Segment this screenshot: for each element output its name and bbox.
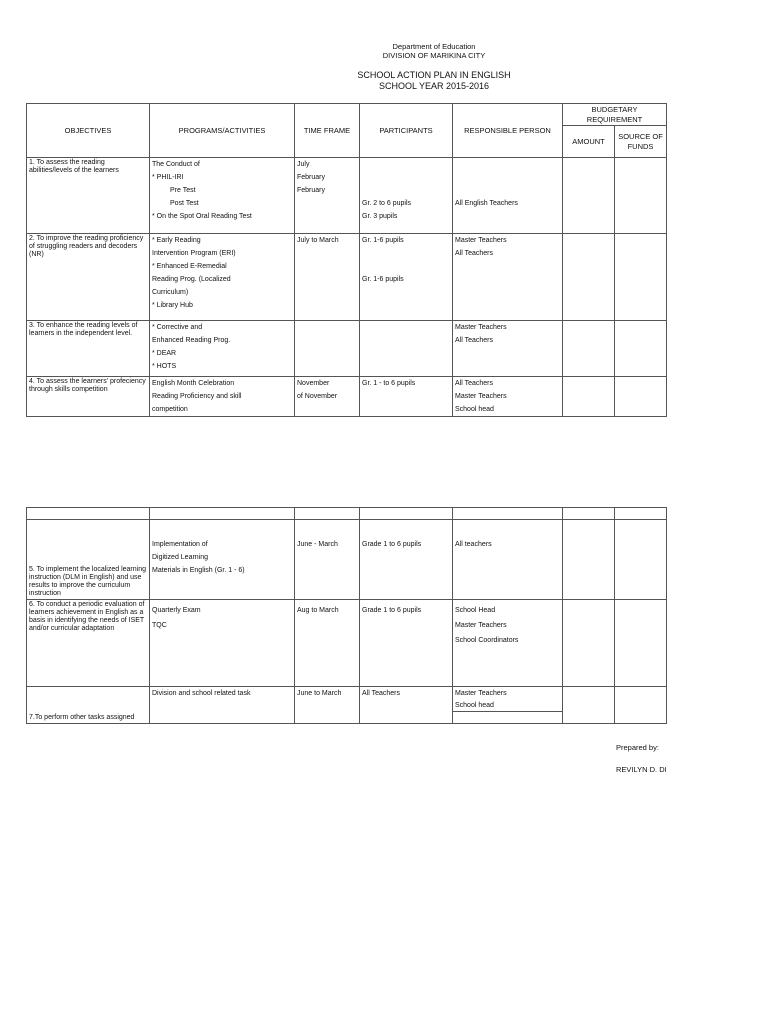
amount-cell [563, 377, 615, 417]
table-row [27, 377, 667, 417]
objective-cell: 5. To implement the localized learning instruction (DLM in English) and use results to improve the curriculum instruction [27, 520, 150, 600]
time-cell: July February February [295, 158, 360, 234]
source-cell [615, 158, 667, 234]
amount-cell [563, 600, 615, 687]
table-row [27, 234, 667, 321]
division-label: DIVISION OF MARIKINA CITY [382, 51, 486, 60]
amount-cell [563, 687, 615, 724]
source-cell [615, 687, 667, 724]
programs-cell: * Corrective and Enhanced Reading Prog. * DEAR * HOTS [150, 321, 295, 377]
plan-title: SCHOOL ACTION PLAN IN ENGLISH [357, 70, 511, 80]
objective-cell: 7.To perform other tasks assigned [27, 687, 150, 724]
participants-cell [360, 321, 453, 377]
time-cell: November of November [295, 377, 360, 417]
col-programs: PROGRAMS/ACTIVITIES [150, 104, 295, 158]
programs-cell: Quarterly Exam TQC [150, 600, 295, 687]
col-participants: PARTICIPANTS [360, 104, 453, 158]
time-cell: July to March [295, 234, 360, 321]
programs-cell: * Early Reading Intervention Program (ERI) * Enhanced E-Remedial Reading Prog. (Localized Curriculum) * Library Hub [150, 234, 295, 321]
programs-cell: Implementation of Digitized Learning Materials in English (Gr. 1 - 6) [150, 520, 295, 600]
time-cell [295, 321, 360, 377]
col-source: SOURCE OF FUNDS [615, 126, 667, 158]
responsible-cell: School Head Master Teachers School Coordinators [453, 600, 563, 687]
table-row [27, 508, 667, 520]
table-row [27, 520, 667, 600]
programs-cell: Division and school related task [150, 687, 295, 724]
objective-cell: 4. To assess the learners' profeciency through skills competition [27, 377, 150, 417]
objective-cell: 2. To improve the reading proficiency of struggling readers and decoders (NR) [27, 234, 150, 321]
time-cell: June to March [295, 687, 360, 724]
participants-cell: Gr. 1-6 pupils Gr. 1-6 pupils [360, 234, 453, 321]
table-row [27, 321, 667, 377]
objective-cell: 3. To enhance the reading levels of learners in the independent level. [27, 321, 150, 377]
prepared-by-label: Prepared by: [616, 743, 659, 752]
objective-cell: 6. To conduct a periodic evaluation of learners achievement in English as a basis in identifying the needs of ISET and/or curricular adaptation [27, 600, 150, 687]
amount-cell [563, 234, 615, 321]
table-row [27, 158, 667, 234]
school-year: SCHOOL YEAR 2015-2016 [378, 81, 490, 91]
action-plan-table [26, 103, 667, 417]
source-cell [615, 321, 667, 377]
department-label: Department of Education [392, 42, 476, 51]
participants-cell: All Teachers [360, 687, 453, 724]
col-responsible: RESPONSIBLE PERSON [453, 104, 563, 158]
participants-cell: Gr. 2 to 6 pupils Gr. 3 pupils [360, 158, 453, 234]
responsible-cell: Master Teachers School head [453, 687, 563, 724]
col-budget: BUDGETARY REQUIREMENT [563, 104, 667, 126]
action-plan-table-continued [26, 507, 667, 724]
responsible-cell: All English Teachers [453, 158, 563, 234]
source-cell [615, 234, 667, 321]
table-row [27, 600, 667, 687]
programs-cell: English Month Celebration Reading Proficiency and skill competition [150, 377, 295, 417]
responsible-cell: Master Teachers All Teachers [453, 321, 563, 377]
amount-cell [563, 321, 615, 377]
time-cell: June - March [295, 520, 360, 600]
time-cell: Aug to March [295, 600, 360, 687]
table-row [27, 687, 667, 724]
col-amount: AMOUNT [563, 126, 615, 158]
programs-cell: The Conduct of * PHIL-IRI Pre Test Post Test * On the Spot Oral Reading Test [150, 158, 295, 234]
participants-cell: Grade 1 to 6 pupils [360, 600, 453, 687]
responsible-cell: Master Teachers All Teachers [453, 234, 563, 321]
preparer-name: REVILYN D. DI [616, 765, 667, 774]
objective-cell: 1. To assess the reading abilities/levels of the learners [27, 158, 150, 234]
participants-cell: Grade 1 to 6 pupils [360, 520, 453, 600]
col-objectives: OBJECTIVES [27, 104, 150, 158]
col-time-frame: TIME FRAME [295, 104, 360, 158]
responsible-cell: All Teachers Master Teachers School head [453, 377, 563, 417]
source-cell [615, 377, 667, 417]
participants-cell: Gr. 1 - to 6 pupils [360, 377, 453, 417]
amount-cell [563, 520, 615, 600]
responsible-cell: All teachers [453, 520, 563, 600]
source-cell [615, 600, 667, 687]
source-cell [615, 520, 667, 600]
amount-cell [563, 158, 615, 234]
